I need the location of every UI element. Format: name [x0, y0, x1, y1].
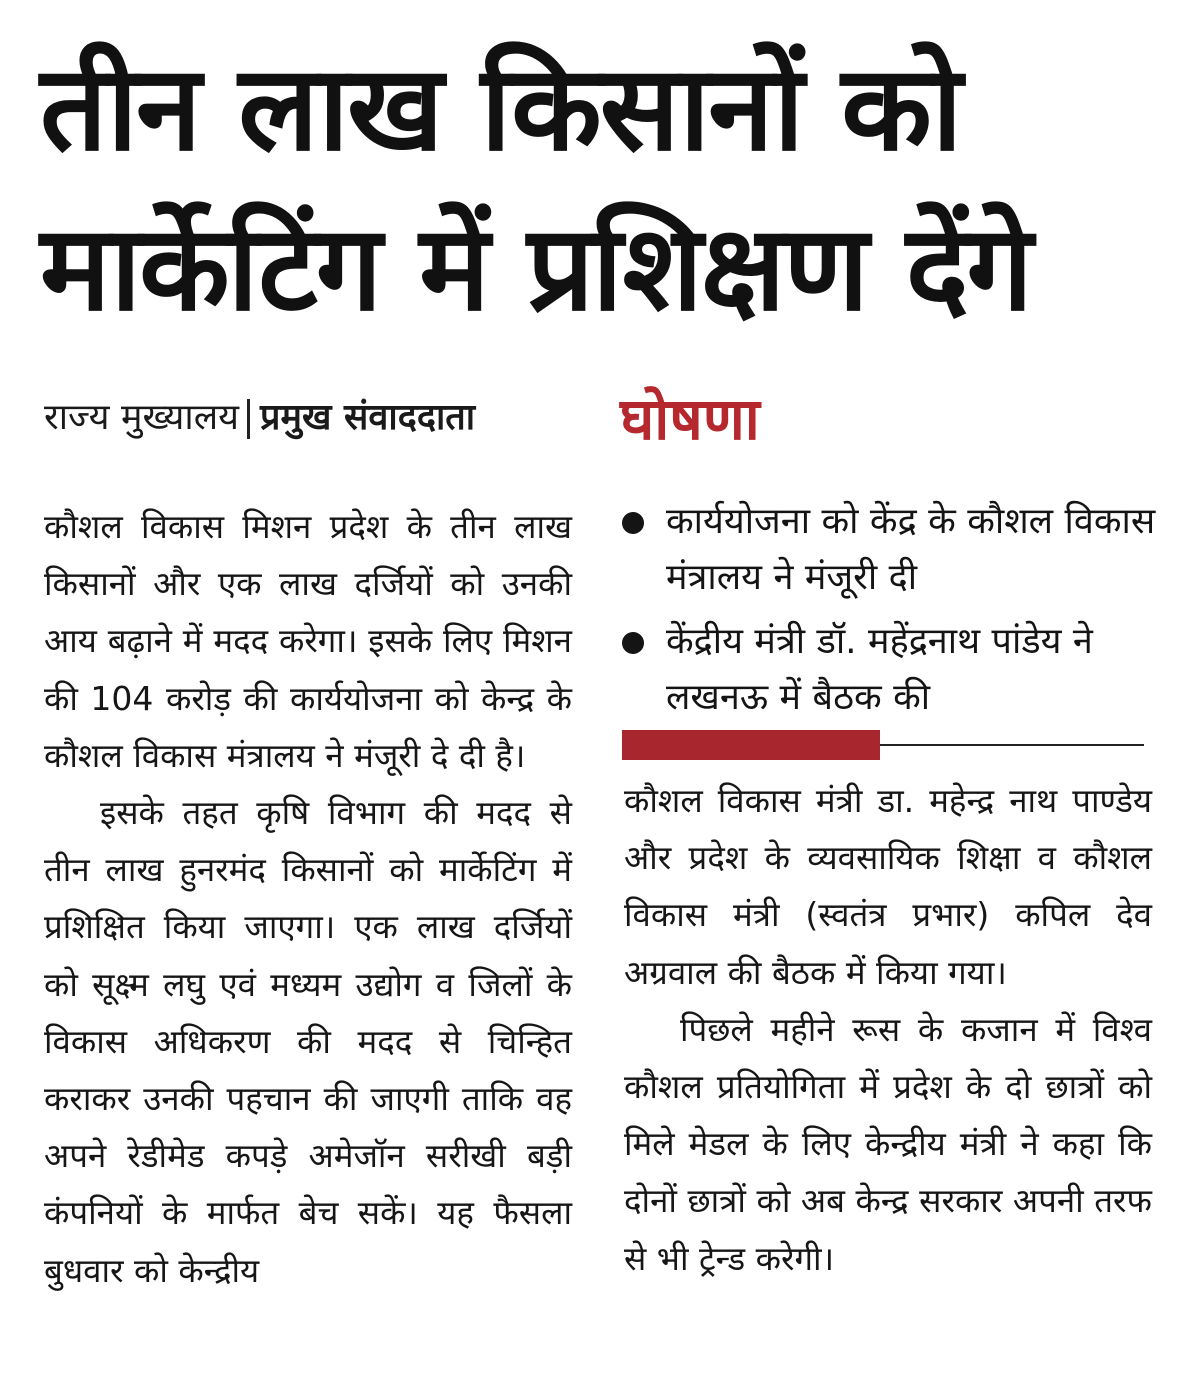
highlight-item — [618, 494, 1158, 606]
section-divider — [622, 730, 1144, 760]
divider-rule — [880, 744, 1144, 746]
highlight-item — [618, 614, 1158, 726]
headline — [40, 28, 1150, 348]
body-column-left — [44, 498, 572, 1299]
body-column-right — [624, 772, 1152, 1287]
body-paragraph: इसके तहत कृषि विभाग की मदद से तीन लाख हुनरमंद किसानों को मार्केटिंग में प्रशिक्षित किया जाएगा। एक लाख दर्जियों को सूक्ष्म लघु एवं मध्यम उद्योग व जिलों के विकास अधिकरण की मदद से चिन्हित कराकर उनकी पहचान की जाएगी ताकि वह अपने रेडीमेड कपड़े अमेजॉन सरीखी बड़ी कंपनियों के मार्फत बेच सकें। यह फैसला बुधवार को केन्द्रीय — [44, 793, 572, 1290]
divider-red-bar — [622, 730, 880, 760]
body-paragraph: कौशल विकास मंत्री डा. महेन्द्र नाथ पाण्डेय और प्रदेश के व्यवसायिक शिक्षा व कौशल विकास मंत्री (स्वतंत्र प्रभार) कपिल देव अग्रवाल की बैठक में किया गया। — [624, 781, 1152, 992]
body-paragraph: कौशल विकास मिशन प्रदेश के तीन लाख किसानों और एक लाख दर्जियों को उनकी आय बढ़ाने में मदद करेगा। इसके लिए मिशन की 104 करोड़ की कार्ययोजना को केन्द्र के कौशल विकास मंत्रालय ने मंजूरी दे दी है। — [44, 507, 572, 775]
byline-reporter: प्रमुख संवाददाता — [260, 397, 476, 438]
highlight-text: केंद्रीय मंत्री डॉ. महेंद्रनाथ पांडेय ने लखनऊ में बैठक की — [666, 621, 1093, 718]
byline — [44, 392, 475, 444]
bullet-icon — [622, 632, 644, 654]
highlights-list — [618, 494, 1158, 734]
bullet-icon — [622, 512, 644, 534]
section-label: घोषणा — [620, 385, 760, 453]
body-paragraph: पिछले महीने रूस के कजान में विश्व कौशल प्रतियोगिता में प्रदेश के दो छात्रों को मिले मेडल के लिए केन्द्रीय मंत्री ने कहा कि दोनों छात्रों को अब केन्द्र सरकार अपनी तरफ से भी ट्रेन्ड करेगी। — [624, 1009, 1152, 1278]
byline-separator — [247, 399, 250, 439]
highlight-text: कार्ययोजना को केंद्र के कौशल विकास मंत्रालय ने मंजूरी दी — [666, 501, 1156, 598]
byline-location: राज्य मुख्यालय — [44, 397, 240, 438]
headline-line-1: तीन लाख किसानों को — [40, 39, 961, 177]
headline-line-2: मार्केटिंग में प्रशिक्षण देंगे — [40, 199, 1031, 337]
